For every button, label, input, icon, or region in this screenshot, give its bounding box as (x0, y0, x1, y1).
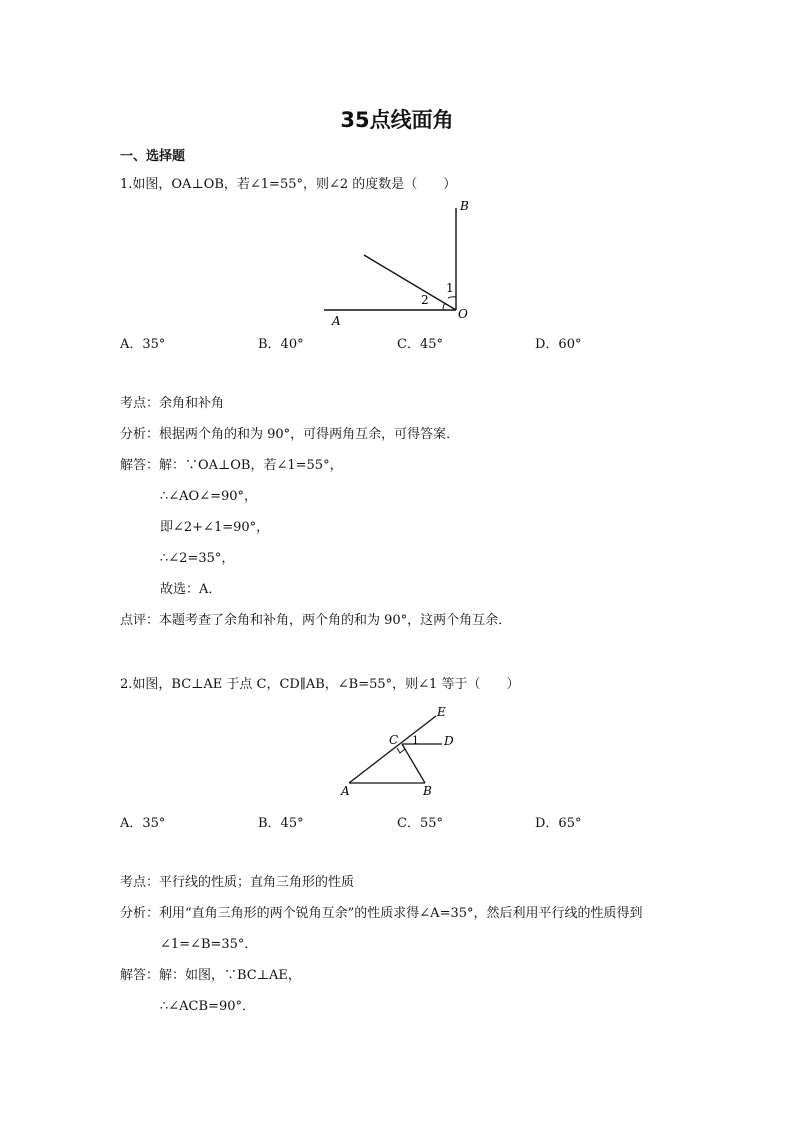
q2-kaodian: 考点：平行线的性质；直角三角形的性质 (120, 875, 355, 890)
label-a: A (332, 314, 341, 328)
right-angle-mark (397, 748, 405, 753)
q2-option-b[interactable]: B．45° (258, 816, 304, 831)
ray-oc (364, 255, 456, 310)
page-title: 35点线面角 (340, 108, 454, 132)
q1-stem: 1.如图，OA⊥OB，若∠1=55°，则∠2 的度数是（ ） (120, 177, 457, 192)
q2-option-d[interactable]: D．65° (535, 816, 582, 831)
label-angle-2: 2 (421, 293, 429, 307)
q1-option-a[interactable]: A．35° (120, 337, 166, 352)
q2-fenxi-cont: ∠1=∠B=35°． (160, 937, 258, 952)
label-c: C (389, 733, 399, 747)
q1-step-1: ∴∠AO∠=90°， (160, 489, 258, 504)
q1-option-d[interactable]: D．60° (535, 337, 582, 352)
label-e: E (437, 705, 446, 719)
angle-2-arc (443, 303, 445, 310)
label-o: O (458, 307, 468, 321)
label-angle-1: 1 (446, 281, 454, 295)
q1-step-4: 故选：A． (160, 582, 222, 597)
q1-step-2: 即∠2+∠1=90°， (160, 520, 270, 535)
q2-fenxi: 分析：利用“直角三角形的两个锐角互余”的性质求得∠A=35°，然后利用平行线的性质得到 (120, 906, 643, 921)
q1-option-c[interactable]: C．45° (397, 337, 443, 352)
segment-bc (402, 744, 425, 783)
q1-figure (310, 193, 485, 328)
label-d: D (444, 734, 454, 748)
label-b: B (460, 199, 469, 213)
label-b: B (423, 784, 432, 798)
label-angle-1: 1 (412, 734, 419, 747)
q1-option-b[interactable]: B．40° (258, 337, 304, 352)
label-a: A (341, 784, 350, 798)
q1-fenxi: 分析：根据两个角的和为 90°，可得两角互余，可得答案． (120, 427, 460, 442)
angle-1-arc (448, 297, 456, 298)
q2-option-c[interactable]: C．55° (397, 816, 443, 831)
q2-figure (330, 700, 470, 800)
section-heading: 一、选择题 (120, 149, 186, 164)
q1-dianping: 点评：本题考查了余角和补角，两个角的和为 90°，这两个角互余． (120, 613, 512, 628)
q1-jieda: 解答：解：∵OA⊥OB，若∠1=55°， (120, 458, 343, 473)
q2-jieda: 解答：解：如图，∵BC⊥AE， (120, 968, 301, 983)
q2-stem: 2.如图，BC⊥AE 于点 C，CD∥AB，∠B=55°，则∠1 等于（ ） (120, 677, 520, 692)
q2-step-1: ∴∠ACB=90°． (160, 999, 255, 1014)
q2-option-a[interactable]: A．35° (120, 816, 166, 831)
q1-step-3: ∴∠2=35°， (160, 551, 235, 566)
q1-kaodian: 考点：余角和补角 (120, 396, 225, 411)
line-ae (349, 716, 436, 783)
